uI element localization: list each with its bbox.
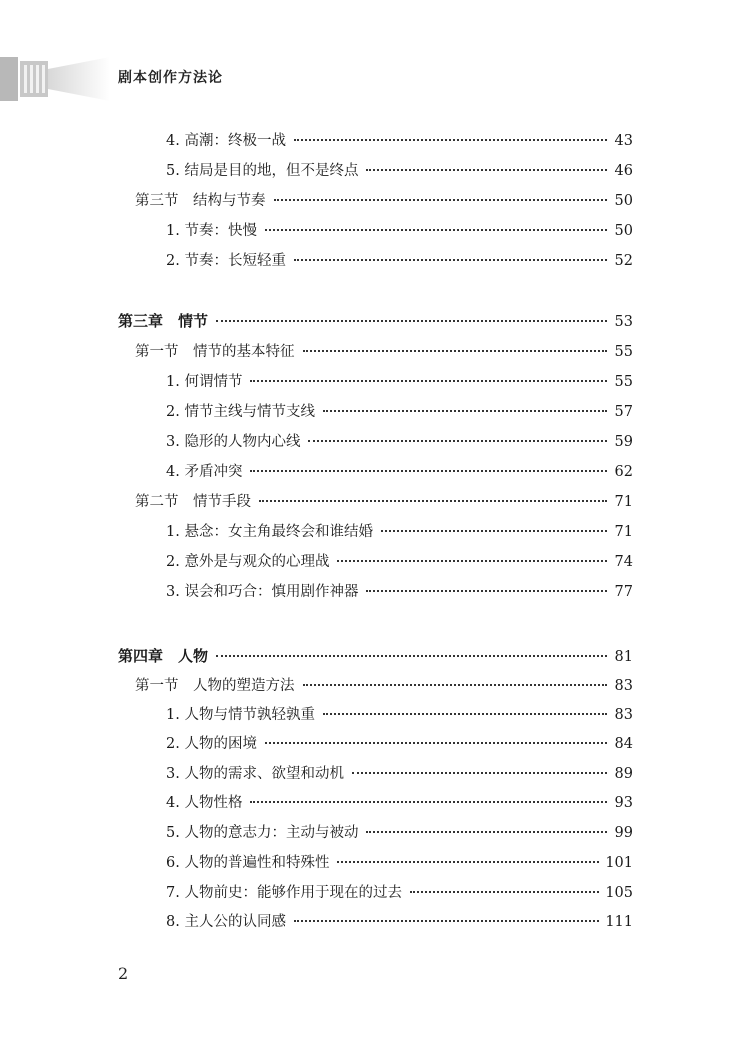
toc-subsection-entry: [166, 401, 633, 423]
toc-subsection-entry: [166, 521, 633, 543]
toc-dot-leader: [265, 742, 607, 744]
toc-subsection-entry: [166, 551, 633, 573]
toc-entry-page: 55: [614, 374, 633, 390]
toc-entry-page: 77: [614, 584, 633, 600]
toc-entry-label: 3. 误会和巧合：慎用剧作神器: [166, 584, 359, 600]
toc-entry-label: 第四章 人物: [118, 647, 209, 665]
toc-entry-label: 5. 人物的意志力：主动与被动: [166, 825, 359, 841]
toc-dot-leader: [294, 259, 607, 261]
toc-dot-leader: [337, 861, 599, 863]
toc-entry-label: 4. 人物性格: [166, 795, 243, 811]
toc-section-entry: [135, 190, 633, 212]
toc-subsection-entry: [166, 581, 633, 603]
toc-entry-page: 81: [614, 649, 633, 665]
toc-entry-label: 2. 节奏：长短轻重: [166, 253, 286, 269]
toc-dot-leader: [323, 410, 607, 412]
toc-entry-label: 1. 人物与情节孰轻孰重: [166, 707, 315, 723]
toc-entry-page: 84: [614, 736, 633, 752]
toc-entry-label: 2. 情节主线与情节支线: [166, 404, 315, 420]
toc-dot-leader: [381, 530, 607, 532]
toc-dot-leader: [303, 684, 608, 686]
toc-entry-page: 59: [614, 434, 633, 450]
toc-dot-leader: [294, 920, 599, 922]
toc-subsection-entry: [166, 371, 633, 393]
toc-entry-page: 50: [614, 223, 633, 239]
toc-subsection-entry: [166, 882, 633, 904]
toc-dot-leader: [259, 500, 607, 502]
toc-dot-leader: [366, 831, 607, 833]
toc-entry-page: 43: [614, 133, 633, 149]
toc-entry-label: 第三章 情节: [118, 312, 209, 330]
toc-dot-leader: [250, 380, 607, 382]
toc-subsection-entry: [166, 461, 633, 483]
toc-entry-page: 57: [614, 404, 633, 420]
toc-section-entry: [135, 491, 633, 513]
toc-entry-page: 105: [605, 885, 633, 901]
toc-entry-page: 52: [614, 253, 633, 269]
toc-entry-page: 55: [614, 344, 633, 360]
toc-subsection-entry: [166, 852, 633, 874]
toc-entry-label: 第一节 情节的基本特征: [135, 344, 295, 360]
toc-entry-page: 83: [614, 678, 633, 694]
toc-subsection-entry: [166, 130, 633, 152]
toc-entry-label: 第三节 结构与节奏: [135, 193, 266, 209]
toc-entry-label: 6. 人物的普遍性和特殊性: [166, 855, 330, 871]
toc-dot-leader: [250, 470, 607, 472]
toc-subsection-entry: [166, 250, 633, 272]
toc-entry-page: 71: [614, 524, 633, 540]
toc-entry-label: 4. 矛盾冲突: [166, 464, 243, 480]
toc-entry-page: 99: [614, 825, 633, 841]
toc-entry-label: 1. 何谓情节: [166, 374, 243, 390]
toc-dot-leader: [366, 590, 607, 592]
toc-entry-label: 1. 悬念：女主角最终会和谁结婚: [166, 524, 373, 540]
toc-dot-leader: [294, 139, 607, 141]
toc-dot-leader: [323, 713, 607, 715]
toc-entry-label: 3. 隐形的人物内心线: [166, 434, 301, 450]
toc-dot-leader: [366, 169, 607, 171]
toc-entry-label: 2. 人物的困境: [166, 736, 257, 752]
toc-dot-leader: [308, 440, 607, 442]
toc-entry-page: 71: [614, 494, 633, 510]
toc-dot-leader: [250, 801, 607, 803]
toc-entry-label: 第二节 情节手段: [135, 494, 251, 510]
toc-entry-page: 83: [614, 707, 633, 723]
page-number: 2: [118, 964, 129, 983]
toc-entry-page: 74: [614, 554, 633, 570]
toc-entry-label: 8. 主人公的认同感: [166, 914, 286, 930]
toc-dot-leader: [410, 891, 599, 893]
header-decoration: [0, 57, 110, 101]
toc-dot-leader: [216, 655, 607, 657]
toc-entry-label: 5. 结局是目的地，但不是终点: [166, 163, 359, 179]
toc-dot-leader: [352, 772, 607, 774]
toc-dot-leader: [265, 229, 607, 231]
toc-subsection-entry: [166, 763, 633, 785]
toc-dot-leader: [216, 320, 607, 322]
toc-dot-leader: [303, 350, 608, 352]
toc-entry-page: 89: [614, 766, 633, 782]
toc-subsection-entry: [166, 431, 633, 453]
toc-section-entry: [135, 675, 633, 697]
running-header-title: 剧本创作方法论: [118, 70, 223, 86]
toc-entry-page: 46: [614, 163, 633, 179]
toc-chapter-entry: [118, 310, 633, 332]
toc-entry-page: 53: [614, 314, 633, 330]
toc-subsection-entry: [166, 822, 633, 844]
toc-subsection-entry: [166, 911, 633, 933]
toc-entry-label: 3. 人物的需求、欲望和动机: [166, 766, 344, 782]
toc-subsection-entry: [166, 792, 633, 814]
toc-entry-page: 111: [605, 914, 633, 930]
toc-entry-label: 2. 意外是与观众的心理战: [166, 554, 330, 570]
toc-entry-page: 93: [614, 795, 633, 811]
toc-subsection-entry: [166, 733, 633, 755]
toc-entry-label: 1. 节奏：快慢: [166, 223, 257, 239]
toc-subsection-entry: [166, 704, 633, 726]
toc-subsection-entry: [166, 220, 633, 242]
toc-entry-page: 101: [605, 855, 633, 871]
toc-chapter-entry: [118, 645, 633, 667]
toc-dot-leader: [337, 560, 607, 562]
toc-entry-label: 4. 高潮：终极一战: [166, 133, 286, 149]
toc-entry-label: 第一节 人物的塑造方法: [135, 678, 295, 694]
toc-entry-page: 62: [614, 464, 633, 480]
toc-entry-label: 7. 人物前史：能够作用于现在的过去: [166, 885, 402, 901]
toc-entry-page: 50: [614, 193, 633, 209]
toc-dot-leader: [274, 199, 608, 201]
toc-subsection-entry: [166, 160, 633, 182]
toc-section-entry: [135, 341, 633, 363]
